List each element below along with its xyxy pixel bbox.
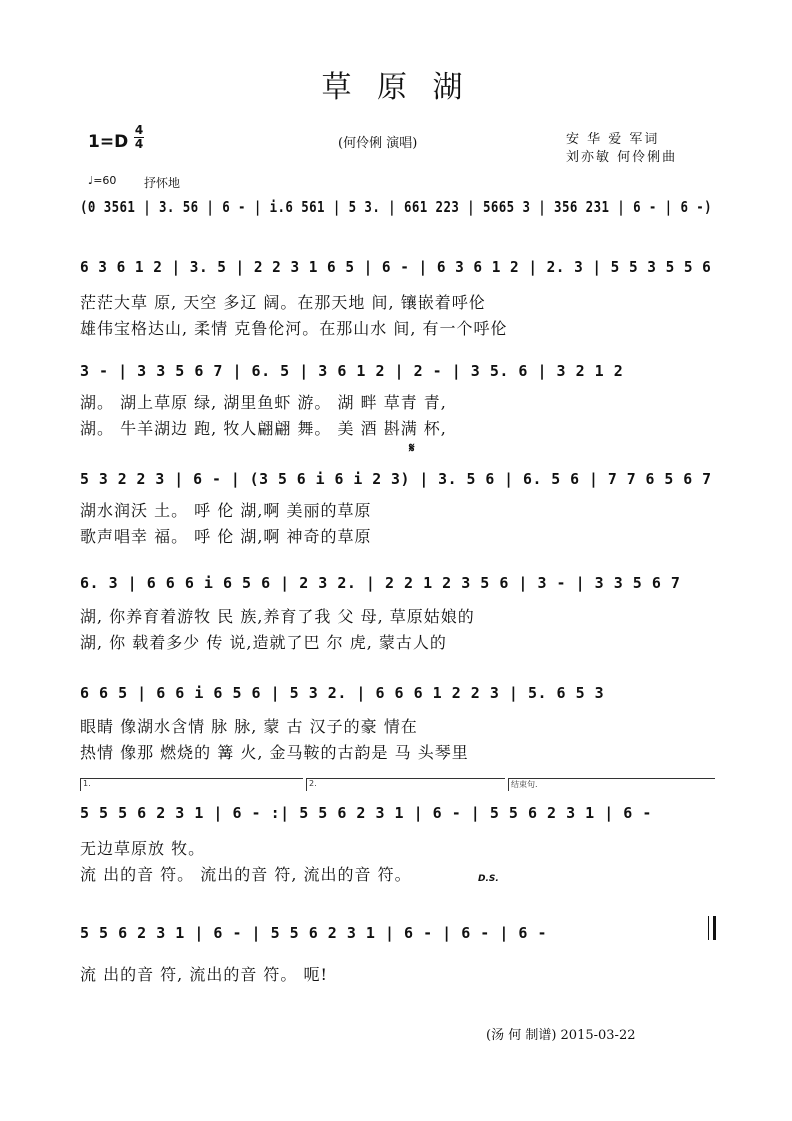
stave-2-lyric-1: 茫茫大草 原, 天空 多辽 阔。在那天地 间, 镶嵌着呼伦 [80,293,486,312]
ds-mark: D.S. [478,874,499,884]
stave-3-lyric-2: 湖。 牛羊湖边 跑, 牧人翩翩 舞。 美 酒 斟满 杯, [80,419,447,438]
stave-7-music: 5 5 5 6 2 3 1 | 6 - :| 5 5 6 2 3 1 | 6 - | 5 5 6 2 3 1 | 6 - [80,804,652,822]
stave-5-lyric-1: 湖, 你养育着游牧 民 族,养育了我 父 母, 草原姑娘的 [80,607,475,626]
footer-credit: (汤 何 制谱) 2015-03-22 [486,1028,636,1043]
stave-4-lyric-2: 歌声唱幸 福。 呼 伦 湖,啊 神奇的草原 [80,527,372,546]
stave-6-lyric-1: 眼睛 像湖水含情 脉 脉, 蒙 古 汉子的豪 情在 [80,717,418,736]
stave-2-music: 6 3 6 1 2 | 3. 5 | 2 2 3 1 6 5 | 6 - | 6 3 6 1 2 | 2. 3 | 5 5 3 5 5 6 [80,258,712,276]
volta-first-ending: 1. [80,778,303,791]
stave-4-music: 5 3 2 2 3 | 6 - | (3 5 6 i 6 i 2 3) | 3. 5 6 | 6. 5 6 | 7 7 6 5 6 7 [80,470,712,488]
stave-5-lyric-2: 湖, 你 载着多少 传 说,造就了巴 尔 虎, 蒙古人的 [80,633,447,652]
expression-mark: 抒怀地 [144,176,181,190]
stave-3-music: 3 - | 3 3 5 6 7 | 6. 5 | 3 6 1 2 | 2 - | 3 5. 6 | 3 2 1 2 [80,362,624,380]
composer-credit: 刘亦敏 何伶俐曲 [566,150,678,165]
time-signature [134,124,144,151]
stave-2-lyric-2: 雄伟宝格达山, 柔情 克鲁伦河。在那山水 间, 有一个呼伦 [80,319,508,338]
meter-top: 4 [134,123,144,137]
tempo-mark: ♩=60 [88,174,117,187]
volta-ending-phrase: 结束句. [508,778,715,791]
volta-second-ending: 2. [306,778,505,791]
stave-5-music: 6. 3 | 6 6 6 i 6 5 6 | 2 3 2. | 2 2 1 2 3 5 6 | 3 - | 3 3 5 6 7 [80,574,681,592]
lyricist-credit: 安 华 爱 军词 [566,132,660,147]
final-barline [708,916,716,940]
song-title: 草 原 湖 [321,70,471,105]
stave-6-music: 6 6 5 | 6 6 i 6 5 6 | 5 3 2. | 6 6 6 1 2 2 3 | 5. 6 5 3 [80,684,605,702]
stave-3-lyric-1: 湖。 湖上草原 绿, 湖里鱼虾 游。 湖 畔 草青 青, [80,393,447,412]
key-signature: 1=D [88,132,129,152]
stave-1-music: (0 3561 | 3. 56 | 6 - | i.6 561 | 5 3. | 661 223 | 5665 3 | 356 231 | 6 - | 6 -) [80,198,713,216]
stave-6-lyric-2: 热情 像那 燃烧的 篝 火, 金马鞍的古韵是 马 头琴里 [80,743,469,762]
stave-7-lyric-2: 流 出的音 符。 流出的音 符, 流出的音 符。 [80,865,412,884]
stave-8-lyric-1: 流 出的音 符, 流出的音 符。 呃! [80,965,328,984]
meter-bottom: 4 [134,137,144,151]
segno-mark: 𝄋 [409,441,415,456]
stave-8-music: 5 5 6 2 3 1 | 6 - | 5 5 6 2 3 1 | 6 - | 6 - | 6 - [80,924,548,942]
stave-4-lyric-1: 湖水润沃 土。 呼 伦 湖,啊 美丽的草原 [80,501,372,520]
singer-credit: (何伶俐 演唱) [338,136,418,151]
stave-7-lyric-1: 无边草原放 牧。 [80,839,206,858]
